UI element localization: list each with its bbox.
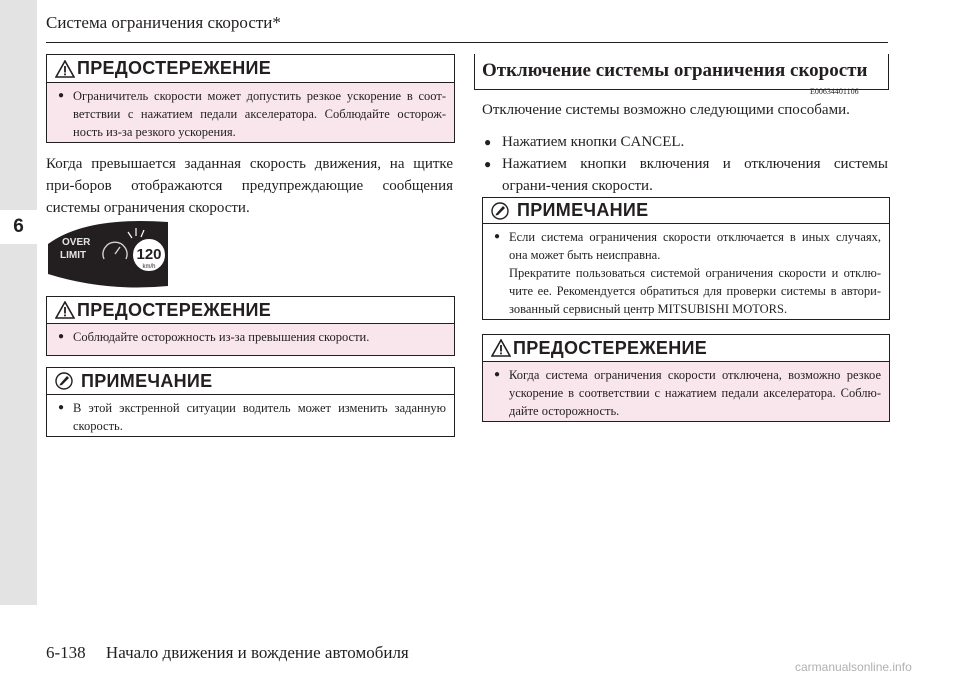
page-footer — [46, 643, 409, 663]
over-label: OVER — [62, 237, 91, 248]
warning-body — [47, 83, 454, 142]
note-box-speed-change — [46, 367, 455, 437]
speed-unit: km/h — [142, 264, 156, 270]
footer-chapter-title: Начало движения и вождение автомобиля — [105, 643, 409, 662]
page-number: 6-138 — [46, 643, 86, 662]
warning-body — [47, 324, 454, 355]
section-code: E00634401106 — [810, 87, 859, 96]
note-text: ● В этой экстренной ситуации водитель может изменить заданную скорость. — [73, 399, 446, 435]
list-item: ● Нажатием кнопки CANCEL. — [482, 131, 888, 153]
warning-heading — [483, 335, 889, 362]
warning-box-overspeed — [46, 296, 455, 356]
warning-text: ● Ограничитель скорости может допустить резкое ускорение в соот-ветствии с нажатием педали акселератора. Соблюдайте осторож-ность из-за резкого ускорения. — [73, 87, 446, 141]
note-text: ● Если система ограничения скорости отключается в иных случаях, она может быть неисправна. — [509, 228, 881, 264]
warning-box-acceleration — [46, 54, 455, 143]
watermark: carmanualsonline.info — [795, 660, 912, 674]
section-intro: Отключение системы возможно следующими способами. — [482, 102, 850, 118]
warning-text: ● Когда система ограничения скорости отключена, возможно резкое ускорение в соответствии с нажатием педали акселератора. Соблю-дайте осторожность. — [509, 366, 881, 420]
header-rule — [46, 42, 888, 43]
warning-heading-text: ПРЕДОСТЕРЕЖЕНИЕ — [77, 299, 272, 320]
warning-triangle-icon — [491, 339, 511, 357]
warning-triangle-icon — [55, 60, 75, 78]
list-item: ● Нажатием кнопки включения и отключения системы ограни-чения скорости. — [482, 153, 888, 197]
note-pencil-icon — [491, 202, 511, 220]
warning-body — [483, 362, 889, 421]
warning-text: ● Соблюдайте осторожность из-за превышения скорости. — [73, 328, 446, 346]
note-body — [47, 395, 454, 436]
warning-heading-text: ПРЕДОСТЕРЕЖЕНИЕ — [513, 337, 708, 358]
note-pencil-icon — [55, 372, 75, 390]
page-header-title: Система ограничения скорости* — [46, 13, 281, 32]
note-text-continued: Прекратите пользоваться системой ограничения скорости и отклю-чите ее. Рекомендуется обратиться для проверки системы в автори-зованный сервисный центр MITSUBISHI MOTORS. — [509, 266, 881, 316]
warning-heading — [47, 297, 454, 324]
warning-heading-text: ПРЕДОСТЕРЕЖЕНИЕ — [77, 58, 272, 78]
note-heading-text: ПРИМЕЧАНИЕ — [517, 200, 649, 220]
side-strip — [0, 0, 37, 605]
over-limit-display-image — [46, 214, 170, 292]
warning-triangle-icon — [55, 301, 75, 319]
warning-box-disabled — [482, 334, 890, 422]
note-body — [483, 224, 889, 319]
note-heading-text: ПРИМЕЧАНИЕ — [81, 370, 213, 391]
note-heading — [483, 198, 889, 224]
limit-label: LIMIT — [60, 250, 87, 261]
note-heading — [47, 368, 454, 395]
section-title-box — [474, 54, 889, 90]
note-box-malfunction — [482, 197, 890, 320]
section-title: Отключение системы ограничения скорости — [482, 60, 868, 81]
disable-methods-list — [482, 131, 888, 197]
chapter-tab: 6 — [0, 210, 37, 244]
speed-limit-value: 120 — [136, 246, 162, 263]
overlimit-paragraph: Когда превышается заданная скорость движения, на щитке при-боров отображаются предупреждающие сообщения системы ограничения скорости. — [46, 156, 453, 216]
warning-heading — [47, 55, 454, 83]
